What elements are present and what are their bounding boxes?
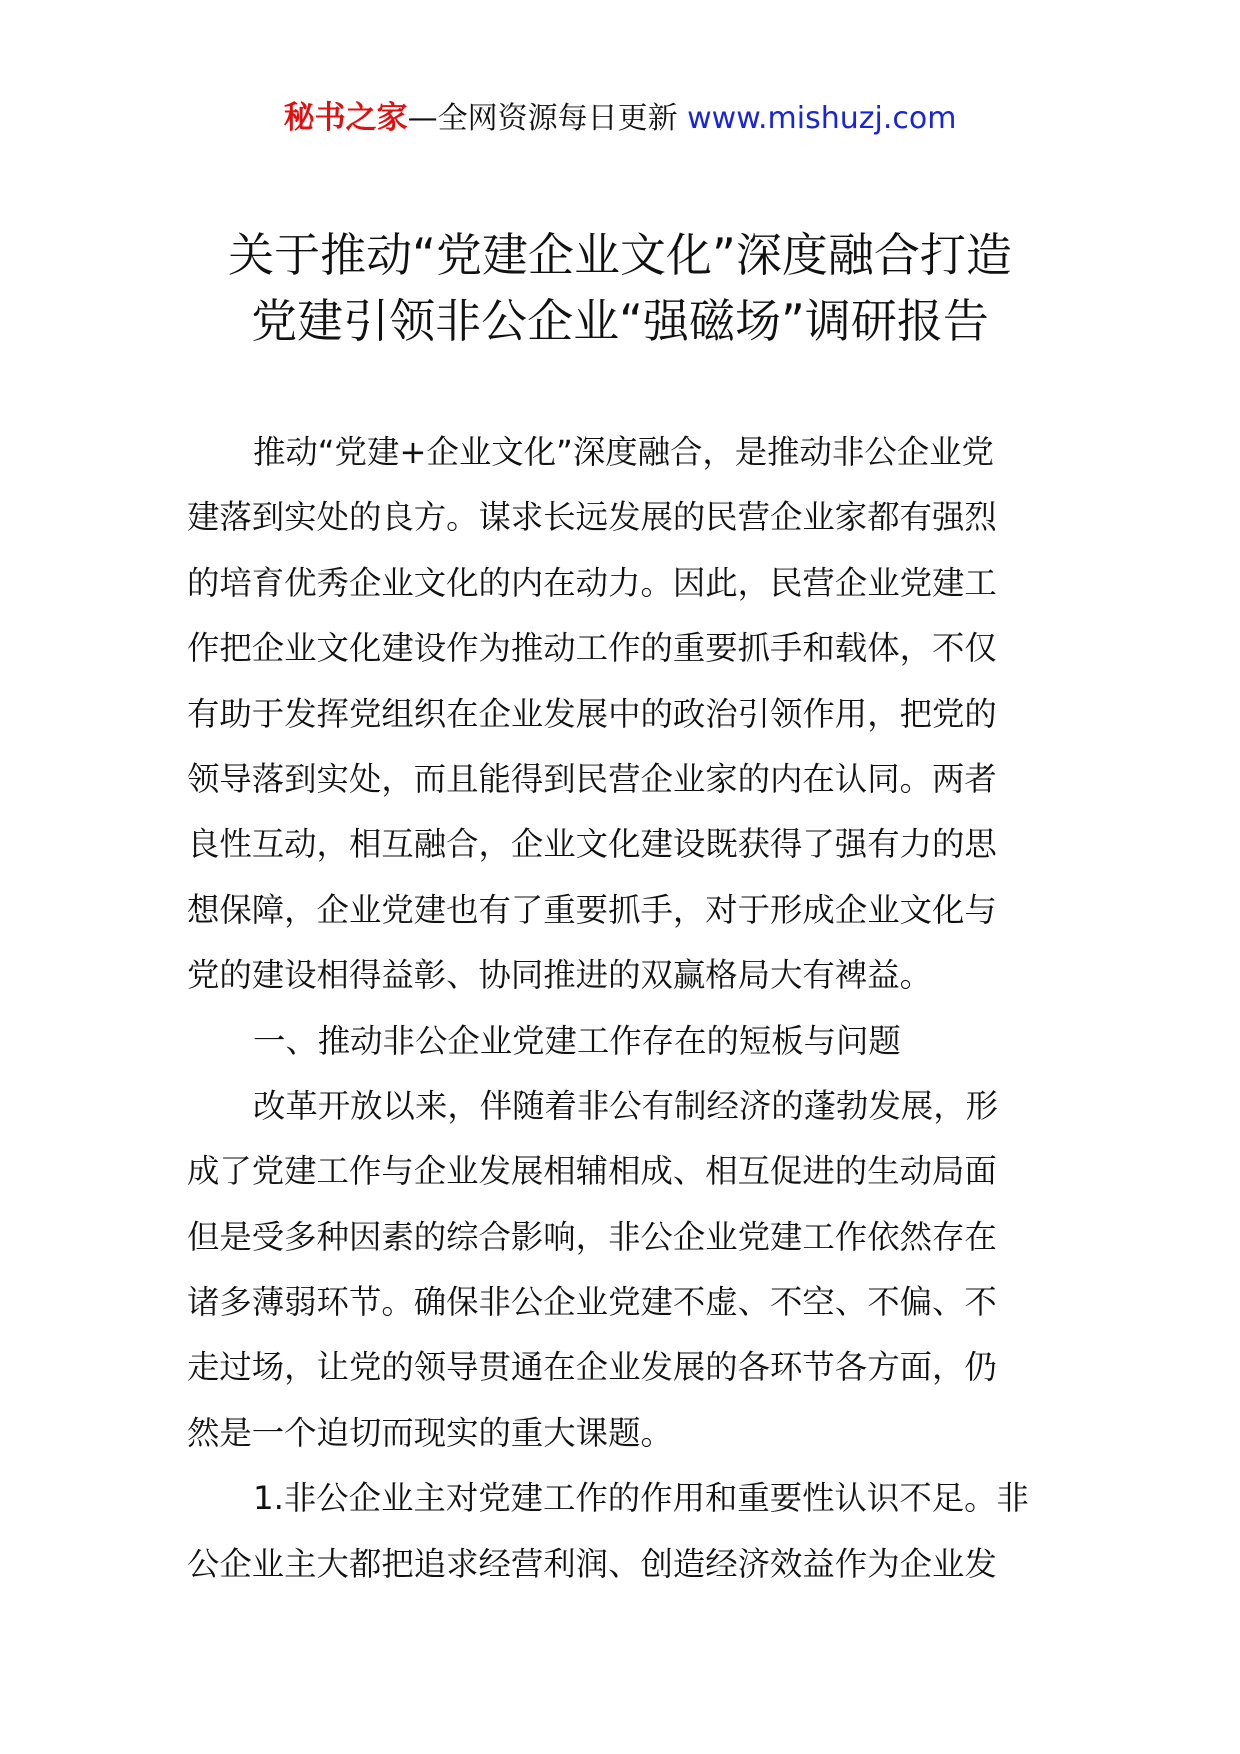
paragraph-line: 建落到实处的良方。谋求长远发展的民营企业家都有强烈 (187, 498, 997, 537)
title-line-2: 党建引领非公企业“强磁场”调研报告 (251, 294, 989, 348)
paragraph-line: 良性互动，相互融合，企业文化建设既获得了强有力的思 (187, 825, 997, 864)
site-header (0, 98, 1240, 139)
paragraph-line: 有助于发挥党组织在企业发展中的政治引领作用，把党的 (187, 694, 997, 733)
paragraph-line: 公企业主大都把追求经营利润、创造经济效益作为企业发 (187, 1544, 997, 1583)
paragraph-line: 想保障，企业党建也有了重要抓手，对于形成企业文化与 (187, 890, 997, 929)
paragraph-line: 然是一个迫切而现实的重大课题。 (187, 1413, 673, 1452)
paragraph-line: 领导落到实处，而且能得到民营企业家的内在认同。两者 (187, 759, 997, 798)
paragraph-line: 改革开放以来，伴随着非公有制经济的蓬勃发展，形 (253, 1086, 998, 1125)
paragraph-line: 诸多薄弱环节。确保非公企业党建不虚、不空、不偏、不 (187, 1283, 997, 1322)
site-slogan: —全网资源每日更新 (407, 101, 678, 136)
paragraph-line: 党的建设相得益彰、协同推进的双赢格局大有裨益。 (187, 956, 932, 995)
site-brand: 秘书之家 (283, 100, 408, 136)
site-url-link[interactable]: www.mishuzj.com (687, 101, 957, 136)
paragraph-line: 成了党建工作与企业发展相辅相成、相互促进的生动局面 (187, 1152, 997, 1191)
document-title (150, 222, 1090, 354)
section-heading: 一、推动非公企业党建工作存在的短板与问题 (253, 1021, 901, 1060)
document-body (187, 420, 1057, 1597)
paragraph-line: 走过场，让党的领导贯通在企业发展的各环节各方面，仍 (187, 1348, 997, 1387)
paragraph-line: 推动“党建+企业文化”深度融合，是推动非公企业党 (253, 433, 994, 471)
paragraph-line: 但是受多种因素的综合影响，非公企业党建工作依然存在 (187, 1217, 997, 1256)
paragraph-line: 的培育优秀企业文化的内在动力。因此，民营企业党建工 (187, 563, 997, 602)
title-line-1: 关于推动“党建企业文化”深度融合打造 (228, 228, 1012, 282)
paragraph-line: 1.非公企业主对党建工作的作用和重要性认识不足。非 (253, 1479, 1029, 1518)
paragraph-line: 作把企业文化建设作为推动工作的重要抓手和载体，不仅 (187, 629, 997, 668)
